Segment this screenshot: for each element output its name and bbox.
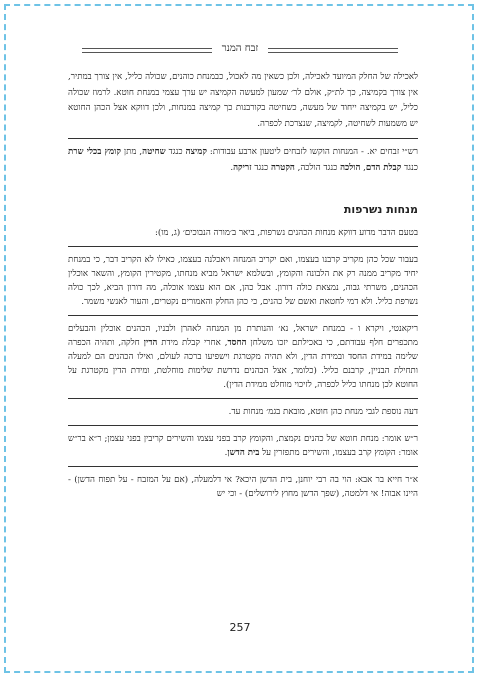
page-number: 257: [229, 621, 251, 634]
text-run: כנגד: [165, 147, 186, 157]
text-run: כנגד הולכה,: [294, 162, 341, 173]
text-run: ריקאנטי, ויקרא ו - במנחת ישראל, נא׳ והנותרת מן המנחה לאהרן ולבניו, הכהנים אוכלין והבעלים מתכפרים חלף עבודתם, כי באכילתם יזכו משלחן: [68, 323, 418, 348]
text-run: בעבור שכל כהן מקריב קרבנו בעצמו, ואם יקריב המנחה ויאכלנה בעצמו, כאילו לא הקריב דבר, כי במנחת יחיד מקריב ממנה רק את הלבונה והקומץ, ובשלמא ישראל מביא מנחתו, מקטירין הקומץ, והשאר אוכלין הכהנים, משרתי גבוה, נמצאת כולה דורון. אבל כהן, אם הוא עצמו אוכלה, מה דורון הביא, לכך כולה נשרפת כליל. ולא דמי לחטאת ואשם של כהנים, כי כהן החלק והאמורים נקטרים, והעור לאנשי משמר.: [68, 254, 418, 307]
divider: [68, 466, 418, 467]
bold-term: הדין: [143, 337, 158, 348]
bold-term: זריקה: [233, 162, 252, 173]
bold-term: שחיטה: [142, 147, 166, 157]
paragraph: [68, 226, 418, 240]
divider: [68, 138, 418, 139]
bold-term: הקטרה: [270, 162, 295, 173]
text-run: ר״ש אומר: מנחת חוטא של כהנים נקמצת, והקומץ קרב בפני עצמו והשירים קריבין בפני עצמן; ר״א בר״ש אומר: הקומץ קרב בעצמו, והשירים מתפזרין על: [68, 433, 418, 458]
text-run: , אחרי קבלת מידת: [157, 337, 228, 348]
text-run: חלקה, ותהיה הכפרה שלימה במידת החסד ובמידת הדין, ולא תהיה מקטרגת וישפיעו ברכה לעולם, ואילו הכהנים הם למעלה ותחילת הבניין, קרבנם כליל. (כלומר, אצל הכהנים נדרשת שלימות מוחלטת, ומידת הדין מקטרגת על החוטא לכן מנחתו כליל לכפרה, לזיכוי מוחלט ממידת הדין).: [68, 337, 418, 390]
page-body: [68, 70, 418, 507]
text-run: א״ר חייא בר אבא: הוי בה רבי יוחנן, בית הדשן היכא? אי דלמעלה, (אם על המזבח - על תפוח הדשן) - היינו אבוה! אי דלמטה, (שפך הדשן מחוץ לירושלים) - וכי יש: [68, 474, 418, 499]
paragraph: [68, 70, 418, 132]
text-run: דעה נוספת לגבי מנחת כהן חוטא, מובאת בגמ׳ מנחות עד.: [228, 406, 418, 417]
text-run: רש״י זבחים יא. - המנחות הוקשו לזבחים ליטעון ארבע עבודות:: [206, 147, 418, 157]
section-heading: מנחות נשרפות: [343, 203, 418, 216]
bold-term: קומץ בכלי שרת: [68, 147, 121, 157]
divider: [68, 398, 418, 399]
paragraph: [68, 405, 418, 419]
header-rule-right: [268, 48, 398, 53]
page-header: [82, 40, 398, 62]
bold-term: קמיצה: [185, 147, 207, 157]
section-body: [68, 226, 418, 501]
paragraph: [68, 473, 418, 501]
text-run: ,: [360, 162, 366, 173]
text-run: בטעם הדבר מדוע דווקא מנחות הכהנים נשרפות, ביאר ב׳מורה הנבוכים׳ (ג, מו):: [154, 227, 418, 238]
text-run: , מתן: [120, 147, 143, 157]
running-head: זבח המנר: [221, 43, 259, 54]
paragraph: [68, 145, 418, 176]
text-run: כנגד: [401, 162, 418, 173]
bold-term: הולכה: [340, 162, 361, 173]
text-run: לאכילה של החלק המיועד לאכילה, ולכן כשאין מה לאכול, כבמנחת כוהנים, שכולה כליל, אין צורך במתיר, אין צורך בקמיצה, כך לת״ק, אולם לר׳ שמעון למעשה הקמיצה יש ערך עצמי במנחת חוטא. לרמוז שכולה כליל, יש בקמיצה ייחוד של מעשה, כשחיטה בקורבנות כך קמיצה במנחות, ולכן דווקא אצל הכהן החוטא יש משמעות לשחיטה, לקמיצה, שנצרכת לכפרה.: [68, 72, 418, 129]
text-run: .: [230, 162, 234, 173]
divider: [68, 425, 418, 426]
paragraph: [68, 253, 418, 309]
divider: [68, 246, 418, 247]
text-run: כנגד: [251, 162, 271, 173]
paragraph: [68, 322, 418, 392]
paragraph: [68, 432, 418, 460]
bold-term: בית הדשן: [227, 447, 260, 458]
text-run: .: [224, 447, 228, 458]
divider: [68, 315, 418, 316]
bold-term: החסד: [227, 337, 247, 348]
bold-term: קבלת הדם: [365, 162, 402, 173]
